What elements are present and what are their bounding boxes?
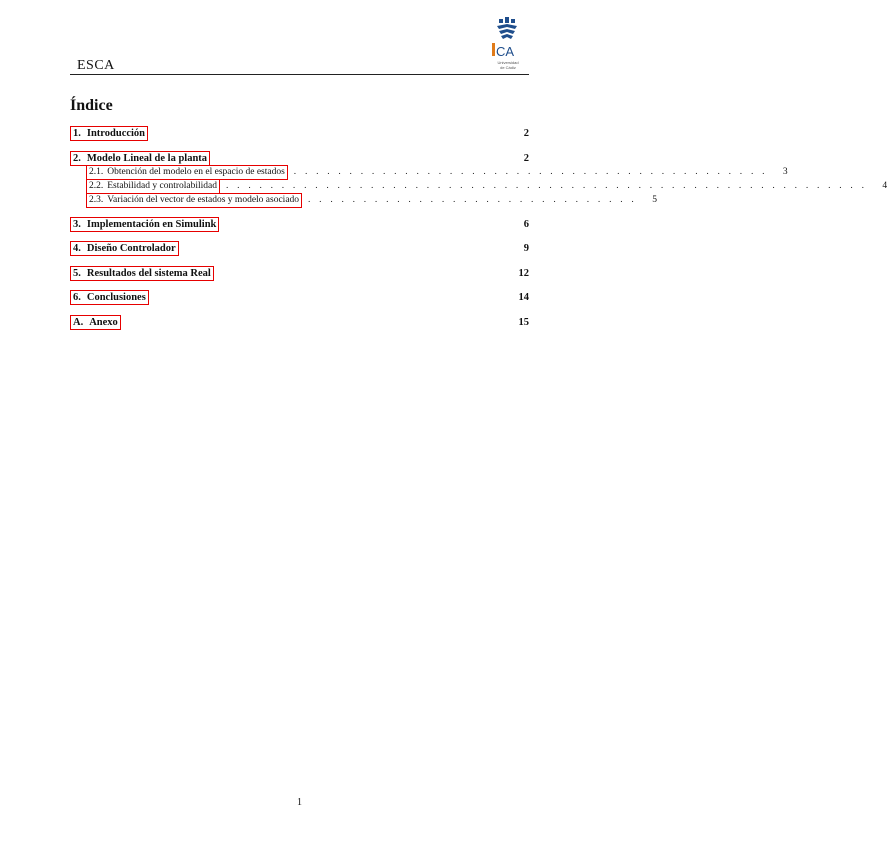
toc-page-number: 5 (652, 195, 657, 205)
toc-link-diseno-controlador[interactable]: 4. Diseño Controlador (70, 241, 179, 256)
toc-page-number: 14 (518, 292, 529, 303)
toc-page-number: 2 (523, 128, 529, 139)
page-number: 1 (297, 797, 302, 808)
running-header-title: ESCA (77, 58, 115, 73)
logo-subtext-1: Universidad (497, 60, 519, 65)
toc-page-number: 6 (523, 219, 529, 230)
logo-emblem-icon (497, 17, 517, 39)
toc-link-introduccion[interactable]: 1. Introducción (70, 126, 148, 141)
toc-link-modelo-lineal[interactable]: 2. Modelo Lineal de la planta (70, 151, 210, 166)
toc-link-obtencion-modelo[interactable]: 2.1. Obtención del modelo en el espacio de estados (86, 165, 288, 180)
toc-entry-estabilidad (86, 179, 887, 194)
toc-link-anexo[interactable]: A. Anexo (70, 315, 121, 330)
toc-heading: Índice (70, 97, 113, 114)
toc-dot-leader: . . . . . . . . . . . . . . . . . . . . . . . . . . . . . . . . . . . . . . . . . . . (293, 167, 768, 177)
toc-entry-modelo-lineal (70, 151, 529, 166)
logo-subtext-2: de Cádiz (500, 65, 516, 70)
toc-link-estabilidad[interactable]: 2.2. Estabilidad y controlabilidad (86, 179, 220, 194)
toc-link-resultados[interactable]: 5. Resultados del sistema Real (70, 266, 214, 281)
toc-page-number: 12 (518, 268, 529, 279)
toc-dot-leader: . . . . . . . . . . . . . . . . . . . . . . . . . . . . . . (308, 195, 637, 205)
toc-entry-resultados (70, 266, 529, 281)
toc-link-implementacion[interactable]: 3. Implementación en Simulink (70, 217, 219, 232)
toc-entry-anexo (70, 315, 529, 330)
toc-entry-implementacion (70, 217, 529, 232)
logo-text: CA (496, 44, 515, 59)
toc-entry-introduccion (70, 126, 529, 141)
toc-link-conclusiones[interactable]: 6. Conclusiones (70, 290, 149, 305)
toc-page-number: 9 (523, 243, 529, 254)
toc-entry-variacion-vector (86, 193, 657, 208)
toc-page-number: 15 (518, 317, 529, 328)
toc-entry-conclusiones (70, 290, 529, 305)
toc-entry-obtencion-modelo (86, 165, 788, 180)
toc-page-number: 3 (782, 167, 788, 177)
university-logo (483, 17, 533, 73)
toc-dot-leader: . . . . . . . . . . . . . . . . . . . . . . . . . . . . . . . . . . . . . . . . . . . . . . . . . . . . . . . . . . (226, 181, 868, 191)
header-rule (70, 74, 529, 75)
toc-entry-diseno-controlador (70, 241, 529, 256)
toc-page-number: 2 (523, 153, 529, 164)
toc-page-number: 4 (882, 181, 887, 191)
toc-link-variacion-vector[interactable]: 2.3. Variación del vector de estados y modelo asociado (86, 193, 302, 208)
